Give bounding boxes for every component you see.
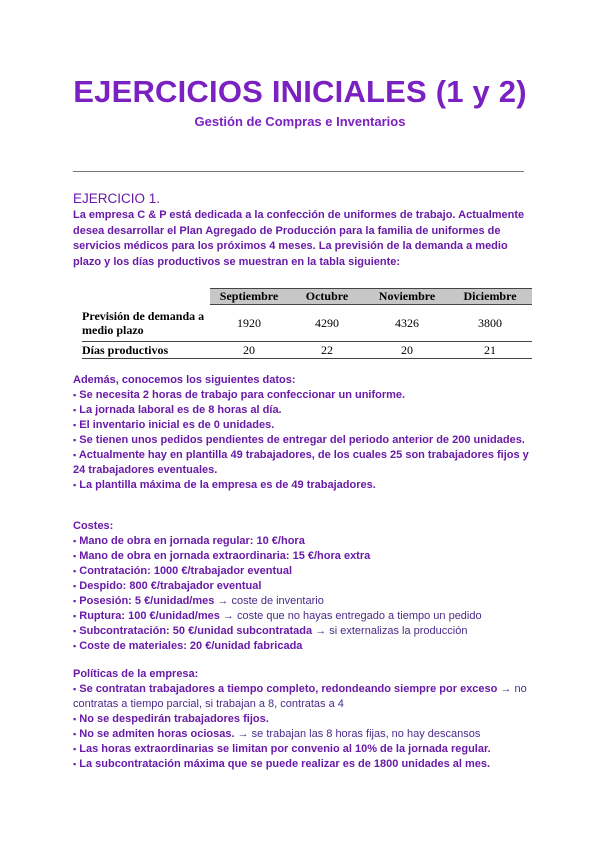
list-item: ▪ Contratación: 1000 €/trabajador eventual	[73, 565, 292, 577]
month-header: Octubre	[288, 289, 366, 305]
list-item: ▪ Se contratan trabajadores a tiempo completo, redondeando siempre por exceso → no contratas a tiempo parcial, si trabajan a 8, contratas a 4	[73, 683, 527, 710]
table-cell: 4326	[366, 305, 448, 342]
list-item: ▪ El inventario inicial es de 0 unidades.	[73, 419, 275, 431]
row-label: Días productivos	[82, 342, 210, 359]
list-item: ▪ Despido: 800 €/trabajador eventual	[73, 580, 262, 592]
policies-section	[73, 667, 533, 772]
list-item: ▪ Coste de materiales: 20 €/unidad fabricada	[73, 640, 303, 652]
demand-table	[82, 288, 532, 359]
row-label: Previsión de demanda a medio plazo	[82, 305, 210, 342]
month-header: Diciembre	[448, 289, 532, 305]
list-item: ▪ No se admiten horas ociosas. → se trabajan las 8 horas fijas, no hay descansos	[73, 728, 481, 740]
list-item: ▪ Subcontratación: 50 €/unidad subcontratada → si externalizas la producción	[73, 625, 468, 637]
list-item: ▪ Las horas extraordinarias se limitan por convenio al 10% de la jornada regular.	[73, 743, 491, 755]
list-item: ▪ Se necesita 2 horas de trabajo para confeccionar un uniforme.	[73, 389, 406, 401]
list-item: ▪ Ruptura: 100 €/unidad/mes → coste que no hayas entregado a tiempo un pedido	[73, 610, 482, 622]
month-header: Noviembre	[366, 289, 448, 305]
header-divider	[73, 171, 524, 172]
table-cell: 1920	[210, 305, 288, 342]
page-title: EJERCICIOS INICIALES (1 y 2)	[73, 74, 527, 109]
list-item: ▪ La jornada laboral es de 8 horas al día.	[73, 404, 282, 416]
table-cell: 20	[366, 342, 448, 359]
list-item: ▪ Actualmente hay en plantilla 49 trabajadores, de los cuales 25 son trabajadores fijos y 24 trabajadores eventuales.	[73, 449, 529, 476]
list-item: ▪ Posesión: 5 €/unidad/mes → coste de inventario	[73, 595, 324, 607]
month-header: Septiembre	[210, 289, 288, 305]
list-item: ▪ Mano de obra en jornada regular: 10 €/hora	[73, 535, 305, 547]
table-cell: 4290	[288, 305, 366, 342]
list-item: ▪ La plantilla máxima de la empresa es de 49 trabajadores.	[73, 479, 376, 491]
table-cell: 22	[288, 342, 366, 359]
exercise-intro: La empresa C & P está dedicada a la confección de uniformes de trabajo. Actualmente desea desarrollar el Plan Agregado de Producción para la familia de uniformes de servicios médicos para los próximos 4 meses. La previsión de la demanda a medio plazo y los días productivos se muestran en la tabla siguiente:	[73, 209, 525, 268]
costs-heading: Costes:	[73, 520, 114, 532]
table-cell: 20	[210, 342, 288, 359]
table-row	[82, 342, 532, 359]
data-heading: Además, conocemos los siguientes datos:	[73, 374, 296, 386]
data-section	[73, 373, 533, 493]
table-cell: 3800	[448, 305, 532, 342]
costs-section	[73, 519, 533, 654]
list-item: ▪ Se tienen unos pedidos pendientes de entregar del periodo anterior de 200 unidades.	[73, 434, 525, 446]
table-cell: 21	[448, 342, 532, 359]
list-item: ▪ Mano de obra en jornada extraordinaria: 15 €/hora extra	[73, 550, 371, 562]
list-item: ▪ No se despedirán trabajadores fijos.	[73, 713, 269, 725]
page-subtitle: Gestión de Compras e Inventarios	[194, 114, 406, 129]
policies-heading: Políticas de la empresa:	[73, 668, 199, 680]
table-header-row	[82, 289, 532, 305]
table-row	[82, 305, 532, 342]
list-item: ▪ La subcontratación máxima que se puede realizar es de 1800 unidades al mes.	[73, 758, 491, 770]
exercise-title: EJERCICIO 1.	[73, 191, 161, 206]
